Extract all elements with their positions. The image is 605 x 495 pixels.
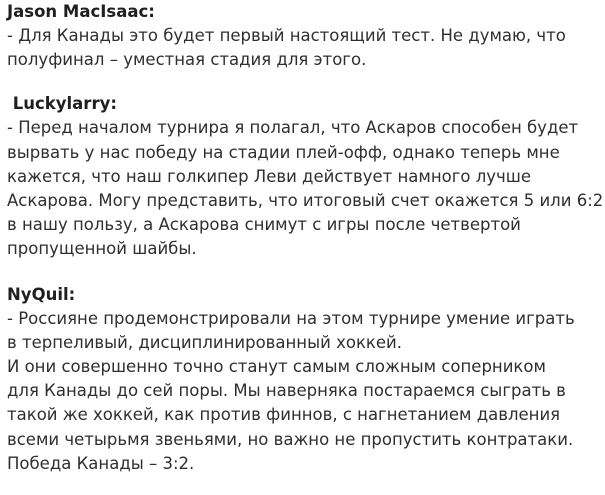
comment-text xyxy=(7,24,605,72)
comment-nyquil xyxy=(7,262,605,476)
comment-line: пропущенной шайбы. xyxy=(7,239,197,259)
comment-line: Победа Канады – 3:2. xyxy=(7,453,195,473)
comment-line: для Канады до сей поры. Мы наверняка постараемся сыграть в xyxy=(7,381,566,401)
comment-line: в терпеливый, дисциплинированный хоккей. xyxy=(7,332,402,352)
comment-jason-macisaac xyxy=(7,0,605,72)
comment-line: такой же хоккей, как против финнов, с нагнетанием давления xyxy=(7,405,561,425)
comment-line: Аскарова. Могу представить, что итоговый счет окажется 5 или 6:2 xyxy=(7,191,604,211)
comment-text xyxy=(7,307,605,476)
comment-line: И они совершенно точно станут самым сложным соперником xyxy=(7,357,546,377)
comment-line: кажется, что наш голкипер Леви действует намного лучше xyxy=(7,166,532,186)
comment-luckylarry xyxy=(7,72,605,261)
comment-author: NyQuil: xyxy=(7,284,76,304)
comment-author: Luckylarry: xyxy=(7,94,117,114)
comment-text xyxy=(7,116,605,261)
comment-line: в нашу пользу, а Аскарова снимут с игры после четвертой xyxy=(7,215,521,235)
comment-line: всеми четырьмя звеньями, но важно не пропустить контратаки. xyxy=(7,429,574,449)
comment-line: вырвать у нас победу на стадии плей-офф, однако теперь мне xyxy=(7,142,560,162)
comment-line: - Для Канады это будет первый настоящий тест. Не думаю, что xyxy=(7,26,566,45)
comment-author: Jason MacIsaac: xyxy=(7,2,155,21)
comment-line: полуфинал – уместная стадия для этого. xyxy=(7,50,367,70)
comment-line: - Россияне продемонстрировали на этом турнире умение играть xyxy=(7,308,575,328)
comment-line: - Перед началом турнира я полагал, что Аскаров способен будет xyxy=(7,118,579,138)
